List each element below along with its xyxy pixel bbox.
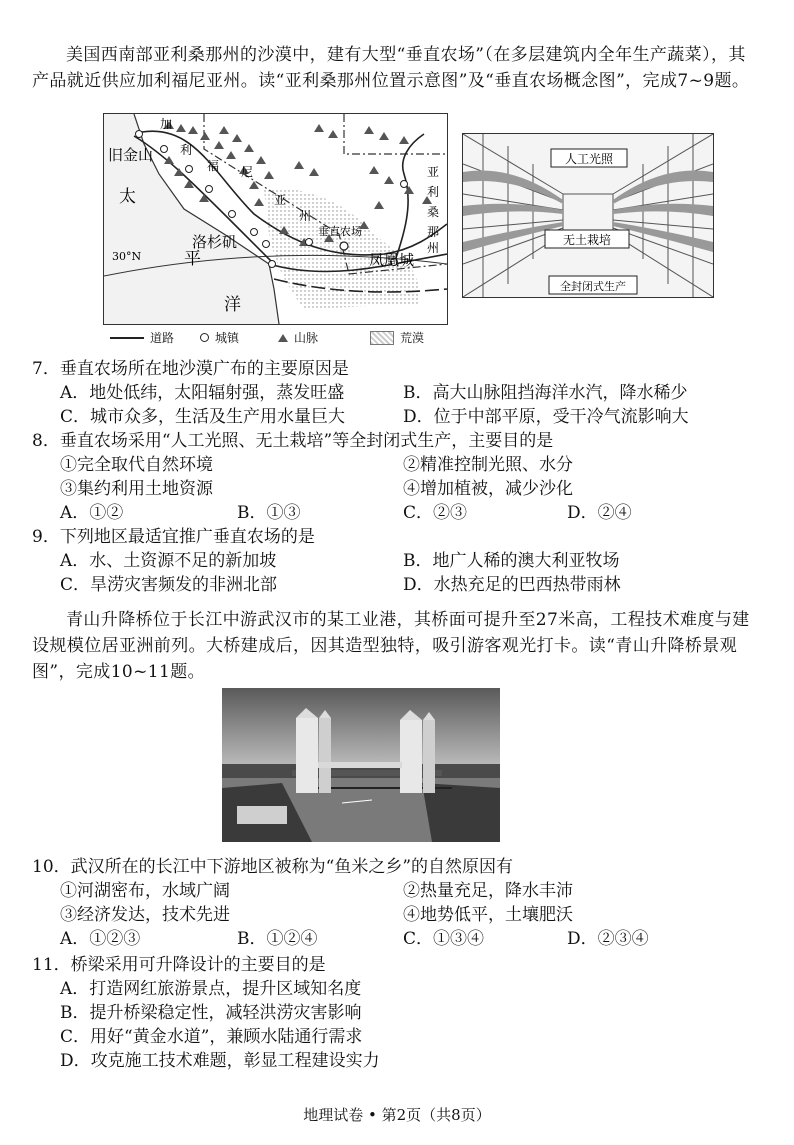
label-az-2: 利 [427,185,440,199]
q10-option-d[interactable]: D．②③④ [567,929,649,949]
q10-option-c[interactable]: C．①③④ [403,929,485,949]
question-9: 9．下列地区最适宜推广垂直农场的是 [32,527,315,547]
bridge-drawing [222,688,500,842]
farm-drawing [463,134,713,297]
label-ca-5: 亚 [274,193,287,207]
map-drawing [104,114,447,324]
q9-option-b[interactable]: B．地广人稀的澳大利亚牧场 [403,551,620,571]
q8-statement-2: ②精准控制光照、水分 [403,455,573,475]
legend-town [200,329,239,346]
label-ca-4: 尼 [241,165,254,179]
desert-swatch-icon [370,331,394,345]
q9-option-d[interactable]: D．水热充足的巴西热带雨林 [403,575,621,595]
legend-road [110,329,174,346]
q11-option-c[interactable]: C．用好“黄金水道”，兼顾水陆通行需求 [60,1027,363,1047]
question-8: 8．垂直农场采用“人工光照、无土栽培”等全封闭式生产，主要目的是 [32,431,554,451]
legend-town-label: 城镇 [215,331,240,345]
q8-option-c[interactable]: C．②③ [403,503,468,523]
legend-mountain [278,329,318,346]
passage-bridge: 青山升降桥位于长江中游武汉市的某工业港，其桥面可提升至27米高，工程技术难度与建设规模位居亚洲前列。大桥建成后，因其造型独特，吸引游客观光打卡。读“青山升降桥景观图”，完成10~11题。 [32,610,750,682]
label-az-5: 州 [427,241,440,255]
q7-option-b[interactable]: B．高大山脉阻挡海洋水汽，降水稀少 [403,383,688,403]
q8-statement-1: ①完全取代自然环境 [60,455,213,475]
q7-option-c[interactable]: C．城市众多，生活及生产用水量巨大 [60,407,346,427]
qingshan-lift-bridge-photo [222,688,500,842]
label-phoenix: 凤凰城 [369,251,415,269]
az-north-boundary [344,114,447,154]
road-line-icon [110,337,144,339]
q8-statement-4: ④增加植被，减少沙化 [403,479,573,499]
legend-mountain-label: 山脉 [294,331,319,345]
vertical-farm-concept-image [462,133,714,298]
q10-option-a[interactable]: A．①②③ [60,929,141,949]
q8-option-b[interactable]: B．①③ [237,503,301,523]
legend-road-label: 道路 [150,331,175,345]
q7-option-d[interactable]: D．位于中部平原，受干冷气流影响大 [403,407,689,427]
label-tai: 太 [119,187,136,207]
mountain-icon [278,334,288,342]
label-30n: 30°N [112,250,142,263]
q11-option-d[interactable]: D．攻克施工技术难题，彰显工程建设实力 [60,1051,380,1071]
q10-statement-2: ②热量充足，降水丰沛 [403,881,573,901]
q11-option-b[interactable]: B．提升桥梁稳定性，减轻洪涝灾害影响 [60,1003,362,1023]
passage-vertical-farm: 美国西南部亚利桑那州的沙漠中，建有大型“垂直农场”（在多层建筑内全年生产蔬菜），其产品就近供应加利福尼亚州。读“亚利桑那州位置示意图”及“垂直农场概念图”，完成7~9题。 [32,45,750,91]
label-sf: 旧金山 [108,146,154,164]
q10-statement-4: ④地势低平，土壤肥沃 [403,905,573,925]
q10-statement-3: ③经济发达，技术先进 [60,905,230,925]
q8-statement-3: ③集约利用土地资源 [60,479,213,499]
farm-marker [340,242,348,250]
question-7: 7．垂直农场所在地沙漠广布的主要原因是 [32,359,349,379]
q8-option-a[interactable]: A．①② [60,503,124,523]
label-az-1: 亚 [427,165,440,179]
legend-desert [370,329,424,346]
town-circle-icon [200,333,209,342]
label-la: 洛杉矶 [192,233,238,251]
label-az-3: 桑 [427,205,440,219]
q7-option-a[interactable]: A．地处低纬，太阳辐射强，蒸发旺盛 [60,383,345,403]
q9-option-c[interactable]: C．旱涝灾害频发的非洲北部 [60,575,278,595]
q10-option-b[interactable]: B．①②④ [237,929,318,949]
question-11: 11．桥梁采用可升降设计的主要目的是 [32,955,326,975]
q8-option-d[interactable]: D．②④ [567,503,632,523]
label-ca-1: 加 [160,117,173,131]
label-soilless: 无土栽培 [562,233,612,247]
label-az-4: 那 [427,225,440,239]
q9-option-a[interactable]: A．水、土资源不足的新加坡 [60,551,277,571]
label-ca-2: 利 [180,143,193,157]
arizona-location-map [103,113,448,325]
question-10: 10．武汉所在的长江中下游地区被称为“鱼米之乡”的自然原因有 [32,857,514,877]
q10-statement-1: ①河湖密布，水域广阔 [60,881,230,901]
page-footer: 地理试卷 • 第2页（共8页） [303,1106,491,1124]
q11-option-a[interactable]: A．打造网红旅游景点，提升区域知名度 [60,979,362,999]
label-artificial-light: 人工光照 [564,152,614,166]
label-ca-3: 福 [207,159,220,173]
label-ping: 平 [184,249,201,269]
legend-desert-label: 荒漠 [400,331,425,345]
label-farm: 垂直农场 [318,225,362,238]
label-ca-6: 州 [299,209,312,223]
label-closed-production: 全封闭式生产 [560,280,626,293]
label-yang: 洋 [224,295,241,315]
